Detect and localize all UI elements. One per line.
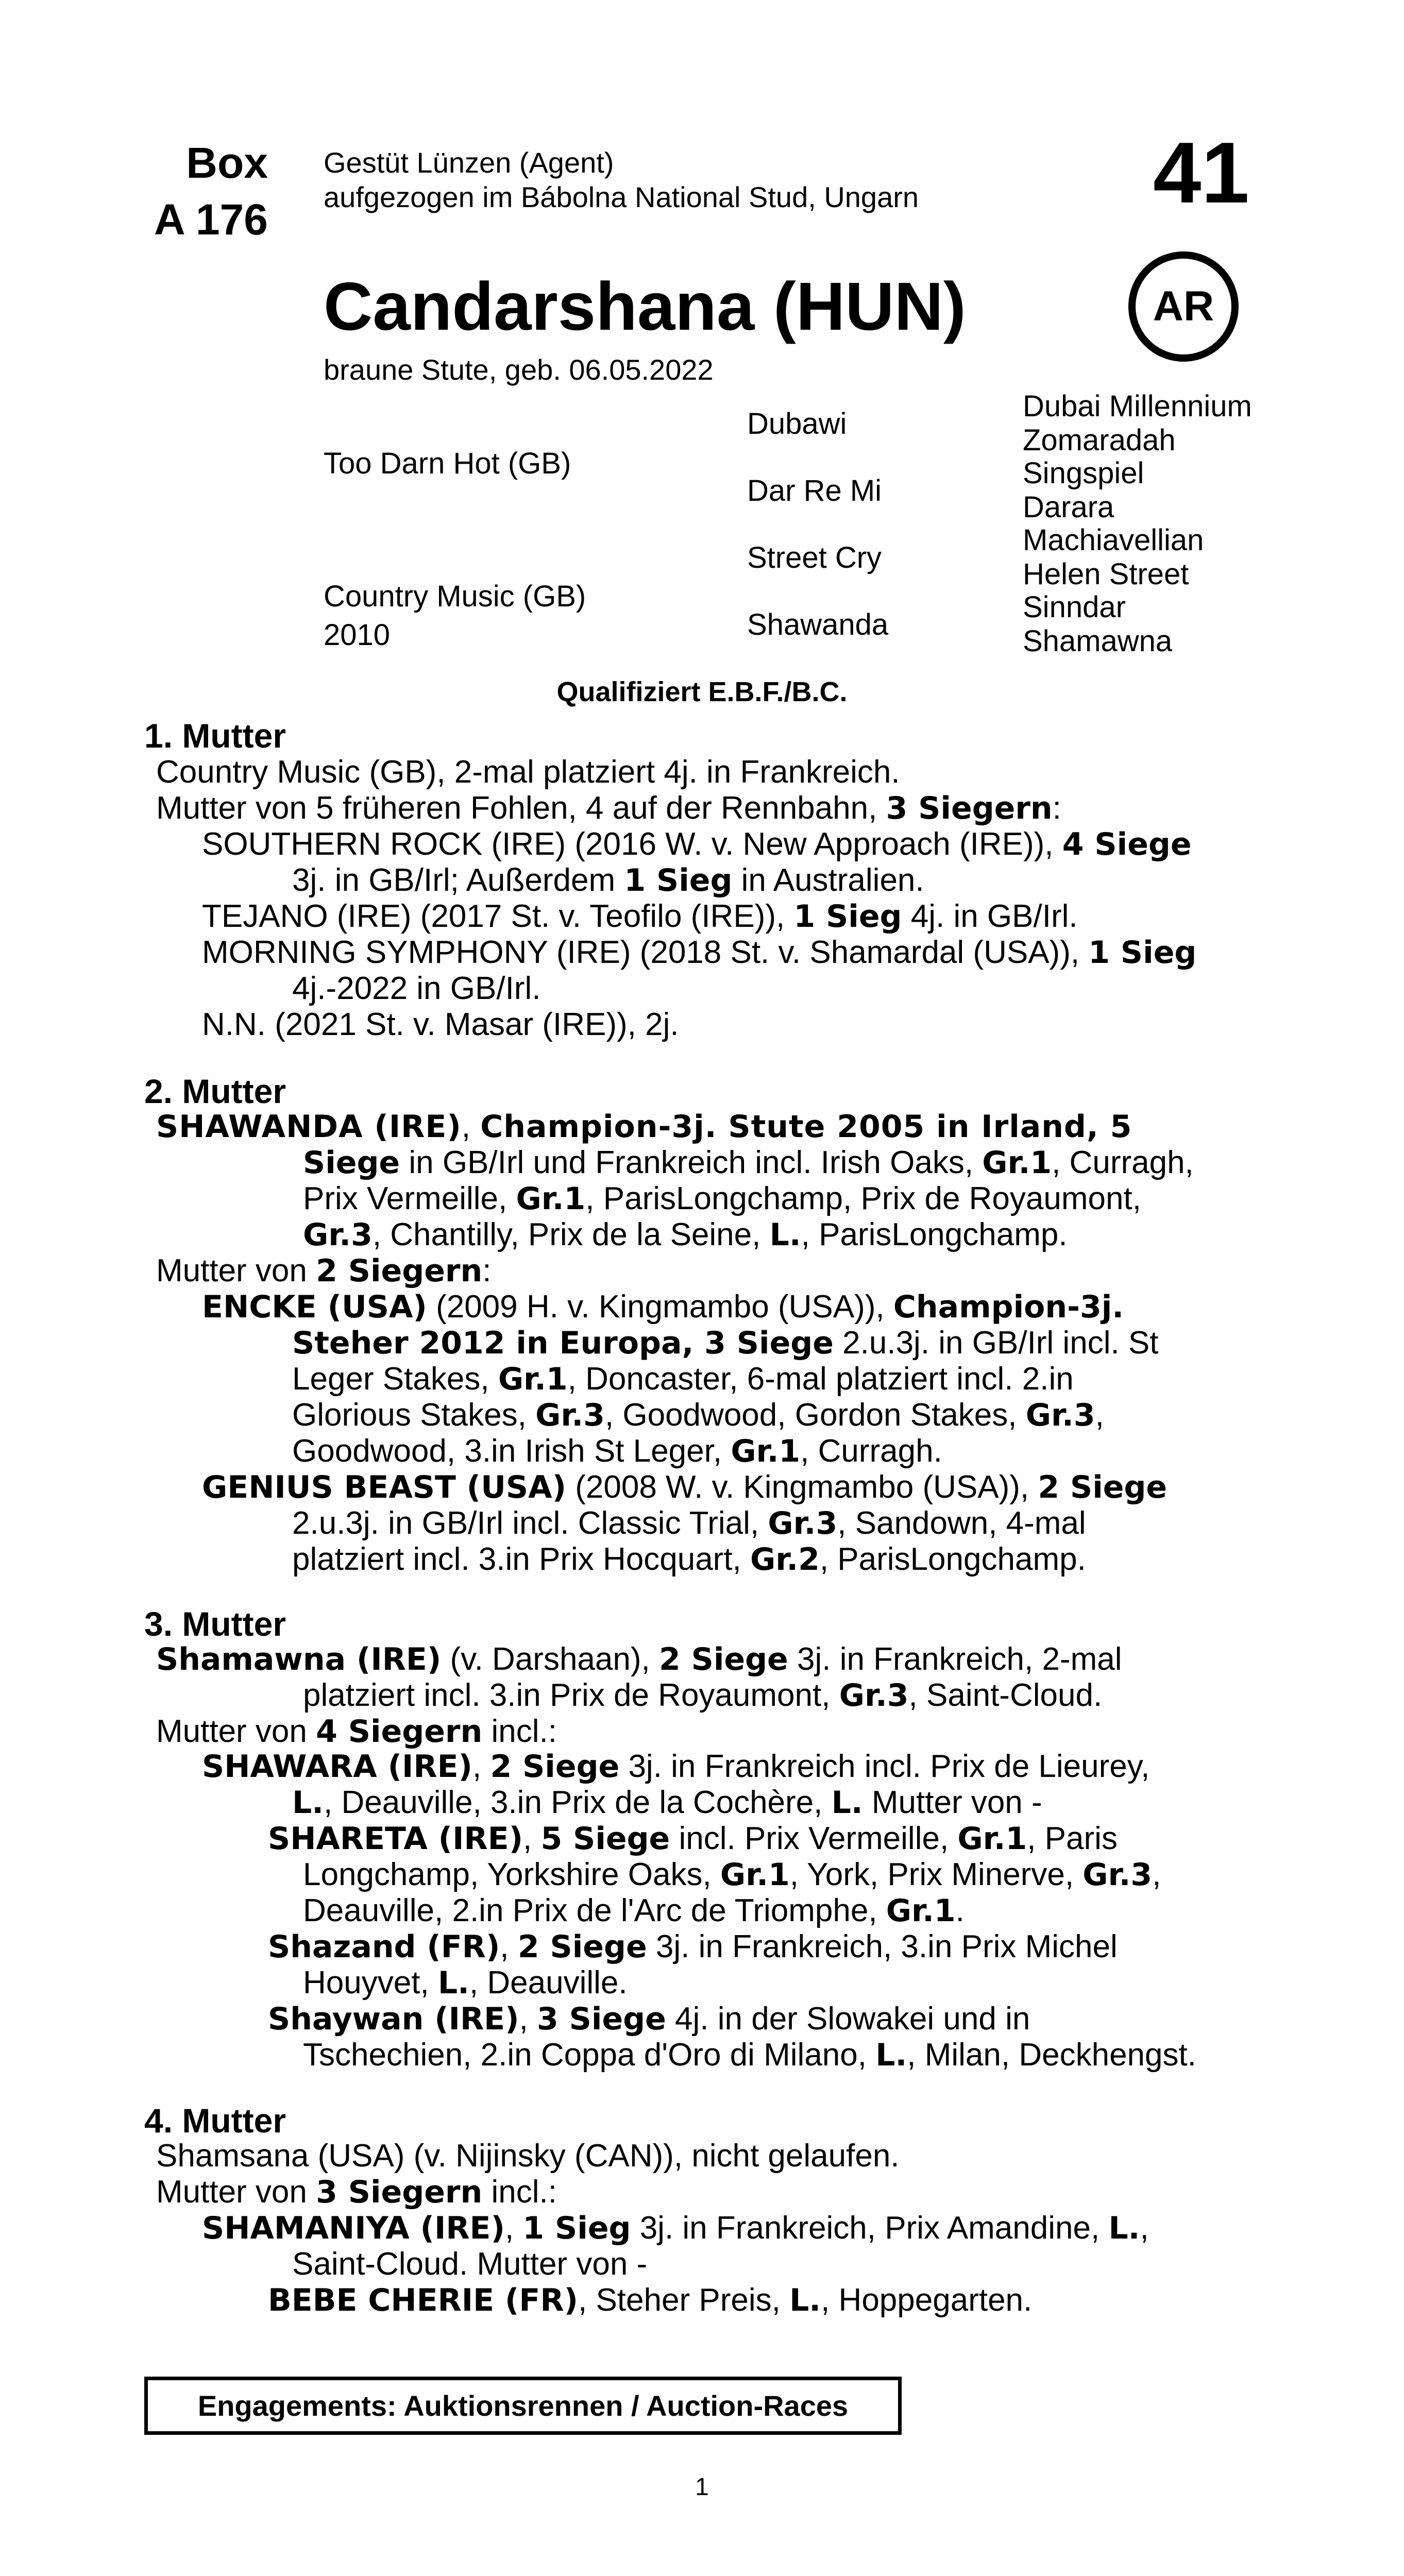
horse-name: Candarshana (HUN) bbox=[324, 268, 966, 344]
offspring-entry: ENCKE (USA) (2009 H. v. Kingmambo (USA)), Champion-3j. Steher 2012 in Europa, 3 Siege 2.u.3j. in GB/Irl incl. St Leger Stakes, Gr.1, Doncaster, 6-mal platziert incl. 2.in Glorious Stakes, Gr.3, Goodwood, Gordon Stakes, Gr.3, Goodwood, 3.in Irish St Leger, Gr.1, Curragh. bbox=[202, 1289, 1159, 1469]
pedigree-great-grandparent: Zomaradah bbox=[1023, 423, 1176, 457]
pedigree-great-grandparent: Shamawna bbox=[1023, 624, 1173, 658]
second-dam-entry: SHAWANDA (IRE), Champion-3j. Stute 2005 in Irland, 5 Siege in GB/Irl und Frankreich incl. Irish Oaks, Gr.1, Curragh, Prix Vermeille, Gr.1, ParisLongchamp, Prix de Royaumont, Gr.3, Chantilly, Prix de la Seine, L., ParisLongchamp. Mutter von 2 Siegern: bbox=[156, 1109, 1194, 1289]
pedigree-dam: Country Music (GB) bbox=[324, 580, 586, 613]
section-heading-fourth-dam: 4. Mutter bbox=[144, 2102, 286, 2140]
page-number: 1 bbox=[695, 2473, 709, 2501]
pedigree-great-grandparent: Sinndar bbox=[1023, 590, 1126, 624]
box-label: Box bbox=[186, 139, 268, 187]
offspring-entry: Shazand (FR), 2 Siege 3j. in Frankreich, 3.in Prix Michel Houyvet, L., Deauville. bbox=[268, 1929, 1118, 2001]
pedigree-great-grandparent: Machiavellian bbox=[1023, 523, 1204, 557]
engagements-box: Engagements: Auktionsrennen / Auction-Races bbox=[144, 2377, 902, 2435]
offspring-entry: Shaywan (IRE), 3 Siege 4j. in der Slowakei und in Tschechien, 2.in Coppa d'Oro di Milano, L., Milan, Deckhengst. bbox=[268, 2001, 1196, 2073]
section-heading-second-dam: 2. Mutter bbox=[144, 1072, 286, 1110]
offspring-entry: GENIUS BEAST (USA) (2008 W. v. Kingmambo (USA)), 2 Siege 2.u.3j. in GB/Irl incl. Classic Trial, Gr.3, Sandown, 4-mal platziert incl. 3.in Prix Hocquart, Gr.2, ParisLongchamp. bbox=[202, 1469, 1168, 1578]
qualification-note: Qualifiziert E.B.F./B.C. bbox=[556, 676, 848, 707]
pedigree-great-grandparent: Dubai Millennium bbox=[1023, 389, 1252, 423]
pedigree-great-grandparent: Darara bbox=[1023, 490, 1114, 524]
first-dam-entry: Country Music (GB), 2-mal platziert 4j. in Frankreich. Mutter von 5 früheren Fohlen, 4 auf der Rennbahn, 3 Siegern: bbox=[156, 754, 1061, 826]
pedigree-great-grandparent: Helen Street bbox=[1023, 557, 1189, 591]
lot-number: 41 bbox=[1153, 124, 1249, 221]
pedigree-grandparent: Street Cry bbox=[747, 541, 882, 574]
pedigree-grandparent: Shawanda bbox=[747, 608, 889, 641]
offspring-entry: SHAMANIYA (IRE), 1 Sieg 3j. in Frankreich, Prix Amandine, L., Saint-Cloud. Mutter von - bbox=[202, 2210, 1149, 2282]
offspring-entry: SHARETA (IRE), 5 Siege incl. Prix Vermeille, Gr.1, Paris Longchamp, Yorkshire Oaks, Gr.1, York, Prix Minerve, Gr.3, Deauville, 2.in Prix de l'Arc de Triomphe, Gr.1. bbox=[268, 1821, 1161, 1929]
offspring-entry: SOUTHERN ROCK (IRE) (2016 W. v. New Approach (IRE)), 4 Siege 3j. in GB/Irl; Außerdem 1 Sieg in Australien. TEJANO (IRE) (2017 St. v. Teofilo (IRE)), 1 Sieg 4j. in GB/Irl. MORNING SYMPHONY (IRE) (2018 St. v. Shamardal (USA)), 1 Sieg 4j.-2022 in GB/Irl. N.N. (2021 St. v. Masar (IRE)), 2j. bbox=[202, 826, 1197, 1042]
pedigree-sire: Too Darn Hot (GB) bbox=[324, 447, 571, 480]
pedigree-grandparent: Dubawi bbox=[747, 407, 847, 440]
third-dam-entry: Shamawna (IRE) (v. Darshaan), 2 Siege 3j. in Frankreich, 2-mal platziert incl. 3.in Prix de Royaumont, Gr.3, Saint-Cloud. Mutter von 4 Siegern incl.: bbox=[156, 1641, 1122, 1750]
pedigree-grandparent: Dar Re Mi bbox=[747, 474, 882, 507]
seller-name: Gestüt Lünzen (Agent) bbox=[324, 146, 614, 179]
fourth-dam-entry: Shamsana (USA) (v. Nijinsky (CAN)), nicht gelaufen. Mutter von 3 Siegern incl.: bbox=[156, 2138, 900, 2210]
pedigree-dam-year: 2010 bbox=[324, 618, 391, 652]
ar-badge: AR bbox=[1128, 251, 1239, 362]
section-heading-first-dam: 1. Mutter bbox=[144, 717, 286, 755]
pedigree-great-grandparent: Singspiel bbox=[1023, 456, 1144, 490]
breeder-line: aufgezogen im Bábolna National Stud, Ungarn bbox=[324, 181, 919, 213]
offspring-entry: SHAWARA (IRE), 2 Siege 3j. in Frankreich incl. Prix de Lieurey, L., Deauville, 3.in Prix de la Cochère, L. Mutter von - bbox=[202, 1749, 1150, 1821]
horse-description: braune Stute, geb. 06.05.2022 bbox=[324, 353, 714, 386]
section-heading-third-dam: 3. Mutter bbox=[144, 1605, 286, 1643]
offspring-entry: BEBE CHERIE (FR), Steher Preis, L., Hoppegarten. bbox=[268, 2282, 1033, 2318]
box-number: A 176 bbox=[154, 195, 268, 244]
